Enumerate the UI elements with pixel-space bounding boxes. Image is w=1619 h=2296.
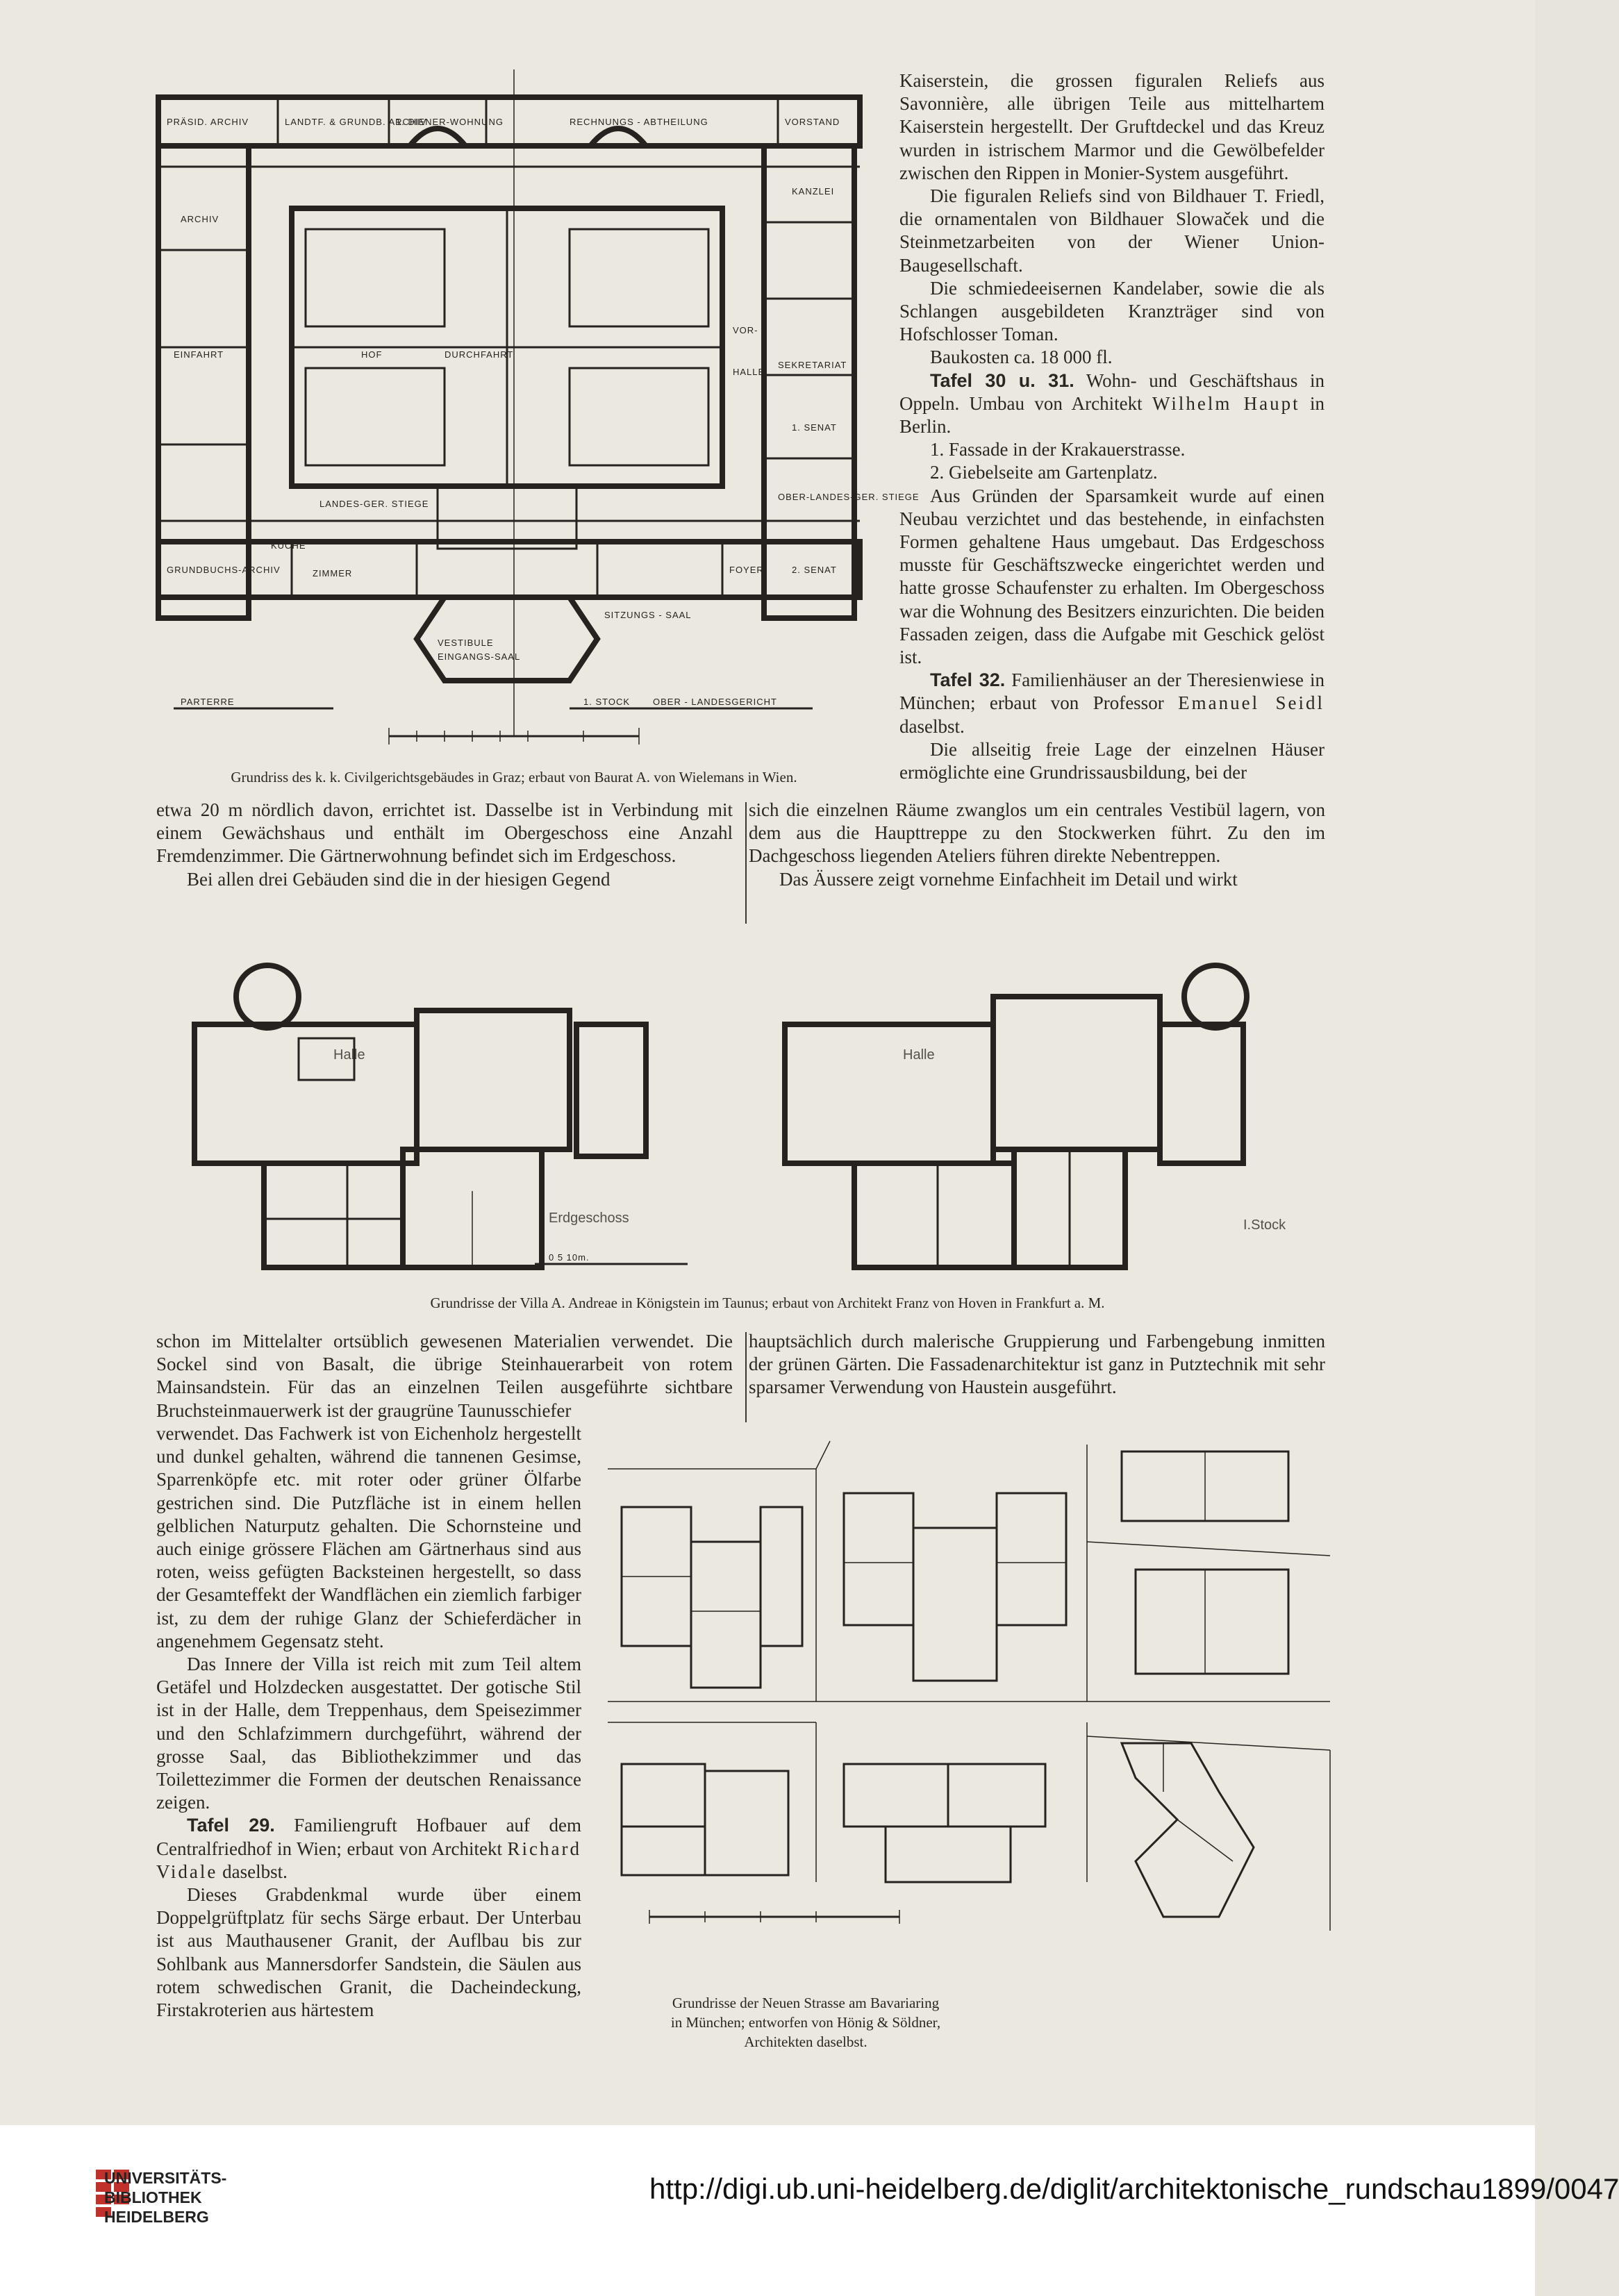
label-durchfahrt: DURCHFAHRT xyxy=(445,349,514,360)
para-aeussere: Das Äussere zeigt vornehme Einfachheit im Detail und wirkt xyxy=(779,868,1238,890)
caption-munich-line-1: Grundrisse der Neuen Strasse am Bavariaring xyxy=(672,1995,940,2011)
col-bottom-left-narrow xyxy=(156,1422,581,2022)
label-hof: HOF xyxy=(361,349,383,360)
col-top-right xyxy=(899,69,1325,784)
tafel-29-label: Tafel 29. xyxy=(187,1815,275,1836)
col-mid-left xyxy=(156,799,733,891)
label-foyer: FOYER xyxy=(729,565,764,575)
villa-erdgeschoss-plan xyxy=(194,965,688,1267)
label-archiv: ARCHIV xyxy=(181,214,219,224)
villa-stock-plan xyxy=(785,965,1286,1267)
label-1-stock: 1. STOCK xyxy=(583,697,631,707)
library-name: UNIVERSITÄTS- BIBLIOTHEK HEIDELBERG xyxy=(104,2169,227,2226)
label-halle-stock: Halle xyxy=(903,1047,935,1063)
para-bei-allen: Bei allen drei Gebäuden sind die in der hiesigen Gegend xyxy=(187,868,611,890)
para-gruppierung: hauptsächlich durch malerische Gruppierung und Farbengebung inmitten der grünen Gärten. Die Fassadenarchitektur ist ganz in Putztechnik mit sehr sparsamer Verwendung von Haustein ausgeführt. xyxy=(749,1331,1325,1398)
para-tafel-32: Tafel 32. Familienhäuser an der Theresienwiese in München; erbaut von Professor Emanuel Seidl daselbst. xyxy=(899,669,1325,737)
para-innere: Das Innere der Villa ist reich mit zum Teil altem Getäfel und Holzdecken ausgestattet. Der gotische Stil ist in der Halle, dem Treppenhaus, dem Speisezimmer und den Schlafzimmern durchgeführt, während der grosse Saal, das Bibliothekzimmer und das Toilettezimmer die Formen der deutschen Renaissance zeigen. xyxy=(156,1654,581,1813)
label-sitzungs-saal: SITZUNGS - SAAL xyxy=(604,610,692,620)
para-noerdlich: etwa 20 m nördlich davon, errichtet ist. Dasselbe ist in Verbindung mit einem Gewächshaus und enthält im Obergeschoss eine Anzahl Fremdenzimmer. Die Gärtnerwohnung befindet sich im Erdgeschoss. xyxy=(156,799,733,867)
item-fassade: 1. Fassade in der Krakauerstrasse. xyxy=(930,439,1186,460)
munich-floor-plans xyxy=(608,1431,1330,2000)
column-rule-mid xyxy=(745,802,747,924)
para-reliefs: Die figuralen Reliefs sind von Bildhauer T. Friedl, die ornamentalen von Bildhauer Slowaček und die Steinmetzarbeiten von der Wiener Union-Baugesellschaft. xyxy=(899,185,1325,276)
label-vor: VOR- xyxy=(733,325,758,335)
label-eingangs-saal: EINGANGS-SAAL xyxy=(438,651,521,662)
munich-site-lines xyxy=(608,1441,1330,1931)
para-fachwerk: verwendet. Das Fachwerk ist von Eichenholz hergestellt und dunkel gehalten, während die tannenen Gesimse, Sparrenköpfe etc. mit roter oder grüner Ölfarbe gestrichen sind. Die Putzfläche ist in einem hellen gelblichen Naturputz gehalten. Die Schornsteine und auch einige grössere Flächen am Gärtnerhaus sind aus roten, weiss gefügten Backsteinen hergestellt, so dass der Gesamteffekt der Wandflächen ein ziemlich farbiger ist, zu dem der ruhige Glanz der Schieferdächer in angenehmem Gegensatz steht. xyxy=(156,1423,581,1652)
para-sparsamkeit: Aus Gründen der Sparsamkeit wurde auf einen Neubau verzichtet und das bestehende, in einfachsten Formen gehaltene Haus umgebaut. Das Erdgeschoss musste für Geschäftszwecke eingerichtet werden und hatte grosse Schaufenster zu erhalten. Im Obergeschoss war die Wohnung des Besitzers einzurichten. Die beiden Fassaden zeigen, dass die Aufgabe mit Geschick gelöst ist. xyxy=(899,485,1325,668)
para-vestibuel: sich die einzelnen Räume zwanglos um ein centrales Vestibül lagern, von dem aus die Haupttreppe zu den Stockwerken führt. Zu den im Dachgeschoss liegenden Ateliers führen direkte Nebentreppen. xyxy=(749,799,1325,867)
label-vestibule: VESTIBULE xyxy=(438,638,494,648)
para-tafel-29: Tafel 29. Familiengruft Hofbauer auf dem Centralfriedhof in Wien; erbaut von Architekt Richard Vidale daselbst. xyxy=(156,1815,581,1882)
caption-munich-line-2: in München; entworfen von Hönig & Söldner, xyxy=(670,2014,941,2031)
para-kaiserstein: Kaiserstein, die grossen figuralen Reliefs aus Savonnière, alle übrigen Teile aus mittelhartem Kaiserstein hergestellt. Der Gruftdeckel und das Kreuz wurden in istrischem Marmor und die Gewölbefelder zwischen den Rippen in Monier-System ausgeführt. xyxy=(899,70,1325,183)
label-kanzlei: KANZLEI xyxy=(792,186,835,197)
para-materialien: schon im Mittelalter ortsüblich gewesenen Materialien verwendet. Die Sockel sind von Basalt, die übrige Steinhauerarbeit von rotem Mainsandstein. Für das an einzelnen Teilen ausgeführte sichtbare Bruchsteinmauerwerk ist der graugrüne Taunusschiefer xyxy=(156,1331,733,1421)
munich-house-f xyxy=(1122,1743,1254,1917)
architect-haupt: Wilhelm Haupt xyxy=(1152,392,1300,414)
label-zimmer: ZIMMER xyxy=(313,568,353,579)
para-tafel-30: Tafel 30 u. 31. Wohn- und Geschäftshaus in Oppeln. Umbau von Architekt Wilhelm Haupt in Berlin. xyxy=(899,369,1325,438)
munich-house-b xyxy=(844,1493,1066,1681)
label-diener-wohnung: 1. DIENER-WOHNUNG xyxy=(396,117,504,127)
caption-graz: Grundriss des k. k. Civilgerichtsgebäudes in Graz; erbaut von Baurat A. von Wielemans in Wien. xyxy=(231,769,797,785)
architect-seidl: Emanuel Seidl xyxy=(1178,692,1325,714)
label-sekretariat: SEKRETARIAT xyxy=(778,360,847,370)
label-kueche: KÜCHE xyxy=(271,540,306,551)
graz-floor-plan xyxy=(153,69,920,750)
tafel-32-label: Tafel 32. xyxy=(930,669,1006,691)
caption-villa: Grundrisse der Villa A. Andreae in Königstein im Taunus; erbaut von Architekt Franz von Hoven in Frankfurt a. M. xyxy=(430,1295,1105,1311)
item-giebelseite: 2. Giebelseite am Gartenplatz. xyxy=(930,462,1158,483)
viewer-footer xyxy=(0,2125,1535,2296)
page-url[interactable]: http://digi.ub.uni-heidelberg.de/diglit/architektonische_rundschau1899/0047 xyxy=(649,2172,1619,2205)
caption-munich xyxy=(625,1993,986,2052)
label-parterre: PARTERRE xyxy=(181,697,235,707)
munich-house-d xyxy=(622,1764,788,1875)
label-villa-scale: 0 5 10m. xyxy=(549,1252,590,1263)
label-halle-erd: Halle xyxy=(333,1047,365,1063)
label-praes-archiv: PRÄSID. ARCHIV xyxy=(167,117,249,127)
label-halle: HALLE xyxy=(733,367,765,377)
label-grundbuch: GRUNDBUCHS-ARCHIV xyxy=(167,565,281,575)
label-i-stock: I.Stock xyxy=(1243,1217,1286,1233)
para-kandelaber: Die schmiedeeisernen Kandelaber, sowie die als Schlangen ausgebildeten Kranzträger sind von Hofschlosser Toman. xyxy=(899,277,1325,345)
col-mid-right xyxy=(749,799,1325,891)
munich-house-a xyxy=(622,1507,802,1688)
architect-vidale: Richard Vidale xyxy=(156,1838,581,1882)
villa-floor-plans xyxy=(174,955,1368,1281)
tafel-30-label: Tafel 30 u. 31. xyxy=(930,369,1074,391)
label-erdgeschoss: Erdgeschoss xyxy=(549,1211,629,1226)
label-senat-2: 2. SENAT xyxy=(792,565,837,575)
label-landtf-archiv: LANDTF. & GRUNDB. ARCHIV xyxy=(285,117,427,127)
munich-scale-bar xyxy=(649,1910,899,1924)
label-ober-landesgericht: OBER - LANDESGERICHT xyxy=(653,697,777,707)
graz-outer-walls xyxy=(158,97,860,681)
label-treppe: OBER-LANDES-GER. STIEGE xyxy=(778,492,920,502)
col-bottom-right xyxy=(749,1330,1325,1399)
caption-munich-line-3: Architekten daselbst. xyxy=(744,2033,867,2050)
label-senat-1: 1. SENAT xyxy=(792,422,837,433)
column-rule-bottom xyxy=(745,1332,747,1422)
para-baukosten: Baukosten ca. 18 000 fl. xyxy=(930,347,1113,368)
graz-partitions xyxy=(158,69,860,736)
label-landes-stiege: LANDES-GER. STIEGE xyxy=(319,499,429,509)
munich-house-c xyxy=(1122,1451,1288,1674)
label-vorstand: VORSTAND xyxy=(785,117,840,127)
munich-house-e xyxy=(844,1764,1045,1882)
label-rechnungs: RECHNUNGS - ABTHEILUNG xyxy=(570,117,708,127)
col-bottom-left-wide xyxy=(156,1330,733,1422)
para-freie-lage: Die allseitig freie Lage der einzelnen Häuser ermöglichte eine Grundrissausbildung, bei der xyxy=(899,738,1325,783)
label-einfahrt: EINFAHRT xyxy=(174,349,224,360)
para-grabdenkmal: Dieses Grabdenkmal wurde über einem Doppelgrüftplatz für sechs Särge erbaut. Der Unterbau ist aus Mauthausener Granit, der Auflbau bis zur Sohlbank aus Mannersdorfer Sandstein, die Säulen aus rotem schwedischen Granit, die Dacheindeckung, Firstakroterien aus härtestem xyxy=(156,1884,581,2021)
